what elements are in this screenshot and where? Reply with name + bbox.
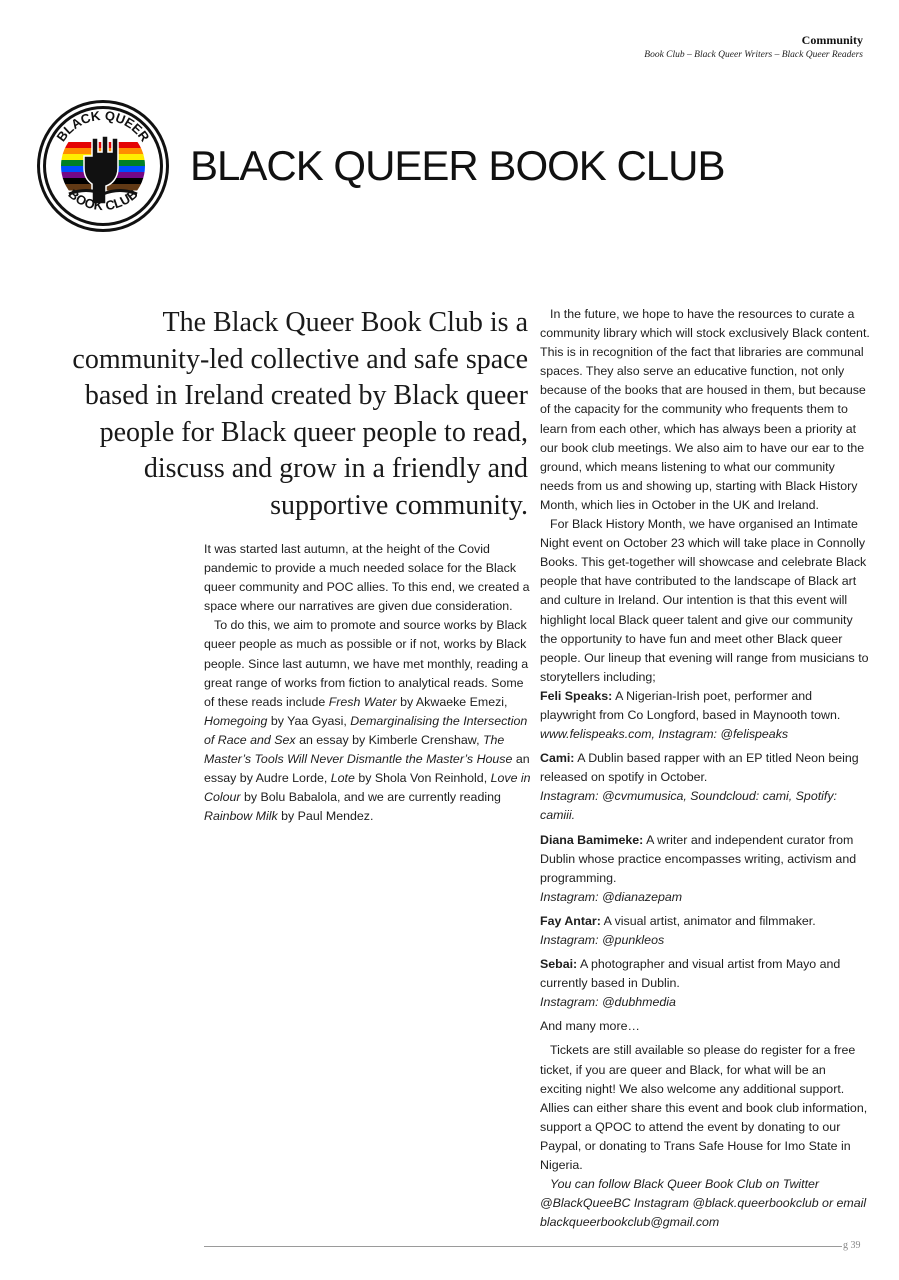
page-title: BLACK QUEER BOOK CLUB: [190, 142, 725, 189]
performer-entry: [540, 955, 870, 1012]
logo-top-text: BLACK QUEER: [53, 107, 153, 145]
black-history-month-paragraph: For Black History Month, we have organised an Intimate Night event on October 23 which will take place in Connolly Books. This get-together will showcase and celebrate Black people that have contributed to the landscape of Black art and culture in Ireland. Our intention is that this event will highlight local Black queer talent and give our community the opportunity to have fun and meet other Black queer people. Our lineup that evening will range from musicians to storytellers including;: [540, 517, 869, 684]
performer-name: Feli Speaks:: [540, 688, 613, 703]
follow-paragraph: You can follow Black Queer Book Club on Twitter @BlackQueeBC Instagram @black.queerbookclub or email blackqueerbookclub@gmail.com: [540, 1177, 867, 1230]
footer-rule: [204, 1246, 842, 1247]
performer-links: Instagram: @punkleos: [540, 933, 665, 947]
right-column: [540, 305, 870, 1232]
text-run: an essay by Audre Lorde,: [204, 752, 530, 786]
performer-description: A photographer and visual artist from Mayo and currently based in Dublin.: [540, 957, 841, 991]
performer-links: Instagram: @dubhmedia: [540, 995, 676, 1010]
performer-description: A visual artist, animator and filmmaker.: [600, 913, 816, 928]
book-title: Homegoing: [204, 713, 268, 728]
section-header: [644, 33, 863, 60]
performer-entry: [540, 749, 870, 825]
performer-links: www.felispeaks.com, Instagram: @felispeaks: [540, 727, 789, 742]
performer-entry: [540, 831, 870, 907]
performer-links: Instagram: @dianazepam: [540, 889, 683, 904]
page-number: g 39: [843, 1240, 861, 1251]
performer-description: A Dublin based rapper with an EP titled Neon being released on spotify in October.: [540, 751, 859, 785]
text-run: by Shola Von Reinhold,: [354, 771, 491, 786]
performer-name: Sebai:: [540, 957, 578, 972]
book-club-logo: [35, 98, 171, 234]
performer-entry: [540, 687, 870, 744]
book-title: The Master’s Tools Will Never Dismantle the Master’s House: [204, 732, 513, 767]
logo-bottom-text: BOOK CLUB: [65, 186, 141, 214]
performer-links: Instagram: @cvmumusica, Soundcloud: cami, Spotify: camiii.: [540, 789, 837, 823]
performer-name: Fay Antar:: [540, 913, 601, 928]
book-title: Fresh Water: [328, 694, 397, 709]
performer-entry: [540, 912, 870, 950]
text-run: an essay by Kimberle Crenshaw,: [295, 732, 483, 747]
section-name: Community: [801, 33, 863, 47]
left-column: [204, 540, 532, 826]
section-subtitle: Book Club – Black Queer Writers – Black Queer Readers: [644, 50, 863, 60]
text-run: by Akwaeke Emezi,: [396, 694, 508, 709]
performer-name: Diana Bamimeke:: [540, 832, 644, 847]
book-club-logo-graphic: [35, 98, 171, 234]
book-title: Rainbow Milk: [204, 809, 278, 824]
text-run: by Yaa Gyasi,: [267, 713, 351, 728]
intro-paragraph: It was started last autumn, at the height of the Covid pandemic to provide a much needed solace for the Black queer community and POC allies. To this end, we created a space where our narratives are given due consideration.: [204, 542, 530, 614]
pull-quote: The Black Queer Book Club is a community-led collective and safe space based in Ireland created by Black queer people for Black queer people to read, discuss and grow in a friendly and supportive community.: [72, 307, 528, 521]
text-run: by Bolu Babalola, and we are currently reading: [240, 790, 501, 805]
book-title: Lote: [330, 771, 355, 786]
performer-description: A writer and independent curator from Dublin whose practice encompasses writing, activism and programming.: [540, 832, 857, 885]
performer-name: Cami:: [540, 751, 575, 766]
community-library-paragraph: In the future, we hope to have the resources to curate a community library which will stock exclusively Black content. This is in recognition of the fact that libraries are communal spaces. They also serve an educative function, not only because of the books that are housed in them, but because of the capacity for the community who frequents them to learn from each other, which has always been a priority at our book club meetings. We also aim to have our ear to the ground, which means listening to what our community needs from us and showing up, starting with Black History Month, which lies in October in the UK and Ireland.: [540, 307, 870, 512]
book-title: Demarginalising the Intersection of Race and Sex: [204, 713, 528, 747]
text-run: To do this, we aim to promote and source works by Black queer people as much as possible or if not, works by Black people. Since last autumn, we have met monthly, reading a great range of works from fiction to analytical reads. Some of these reads include: [204, 618, 529, 709]
book-title: Love in Colour: [204, 771, 531, 805]
and-many-more: And many more…: [540, 1019, 640, 1034]
performer-description: A Nigerian-Irish poet, performer and playwright from Co Longford, based in Maynooth town.: [540, 688, 841, 722]
text-run: by Paul Mendez.: [277, 809, 374, 824]
reading-list-paragraph: [204, 616, 532, 826]
tickets-paragraph: Tickets are still available so please do register for a free ticket, if you are queer and Black, for what will be an exciting night! We also welcome any additional support. Allies can either share this event and book club information, support a QPOC to attend the event by donating to our Paypal, or donating to Trans Safe House for Imo State in Nigeria.: [540, 1043, 868, 1173]
